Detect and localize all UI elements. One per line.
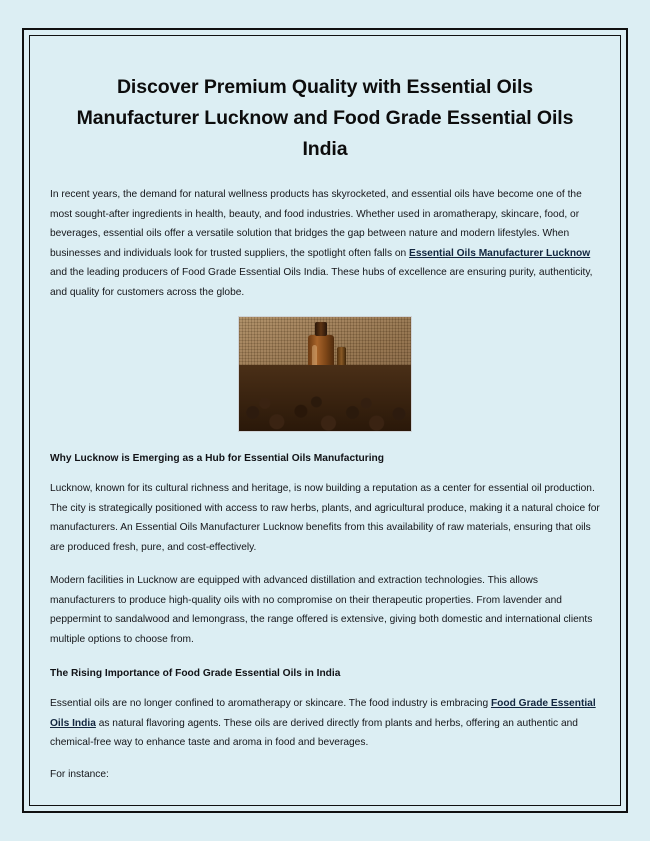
section-heading-food-grade: The Rising Importance of Food Grade Essential Oils in India xyxy=(50,668,341,679)
essential-oil-bottle-image xyxy=(238,316,412,432)
intro-paragraph xyxy=(50,185,600,302)
coffee-beans-foreground xyxy=(239,365,411,431)
intro-text-after-link: and the leading producers of Food Grade Essential Oils India. These hubs of excellence are ensuring purity, authenticity, and quality for customers across the globe. xyxy=(50,267,593,298)
page-title: Discover Premium Quality with Essential Oils Manufacturer Lucknow and Food Grade Essential Oils India xyxy=(76,76,574,160)
intro-text-before-link: In recent years, the demand for natural wellness products has skyrocketed, and essential oils have become one of the most sought-after ingredients in health, beauty, and food industries. Whether used in aromatherapy, skincare, food, or beverages, essential oils offer a versatile solution that bridges the gap between nature and modern lifestyles. When businesses and individuals look for trusted suppliers, the spotlight often falls on xyxy=(50,189,582,259)
paragraph-modern-facilities: Modern facilities in Lucknow are equipped with advanced distillation and extraction technologies. This allows manufacturers to produce high-quality oils with no compromise on their therapeutic properties. From lavender and peppermint to sandalwood and lemongrass, the range offered is extensive, giving both domestic and international clients multiple options to choose from. xyxy=(50,575,593,645)
food-text-before-link: Essential oils are no longer confined to aromatherapy or skincare. The food industry is embracing xyxy=(50,698,491,709)
paragraph-food-industry xyxy=(50,694,600,753)
link-food-grade-essential-oils-india[interactable]: Food Grade Essential Oils India xyxy=(50,698,596,729)
link-essential-oils-manufacturer-lucknow[interactable]: Essential Oils Manufacturer Lucknow xyxy=(409,247,591,259)
food-text-after-link: as natural flavoring agents. These oils are derived directly from plants and herbs, offering an authentic and chemical-free way to enhance taste and aroma in food and beverages. xyxy=(50,717,578,748)
document-content xyxy=(36,44,614,801)
paragraph-for-instance: For instance: xyxy=(50,768,109,780)
section-heading-lucknow-hub: Why Lucknow is Emerging as a Hub for Essential Oils Manufacturing xyxy=(50,453,384,464)
figure-essential-oil-photo xyxy=(50,316,600,432)
paragraph-lucknow-production: Lucknow, known for its cultural richness and heritage, is now building a reputation as a center for essential oil production. The city is strategically positioned with access to raw herbs, plants, and agricultural produce, making it a natural choice for manufacturers. An Essential Oils Manufacturer Lucknow benefits from this availability of raw materials, ensuring that oils are produced fresh, pure, and cost-effectively. xyxy=(50,483,600,553)
